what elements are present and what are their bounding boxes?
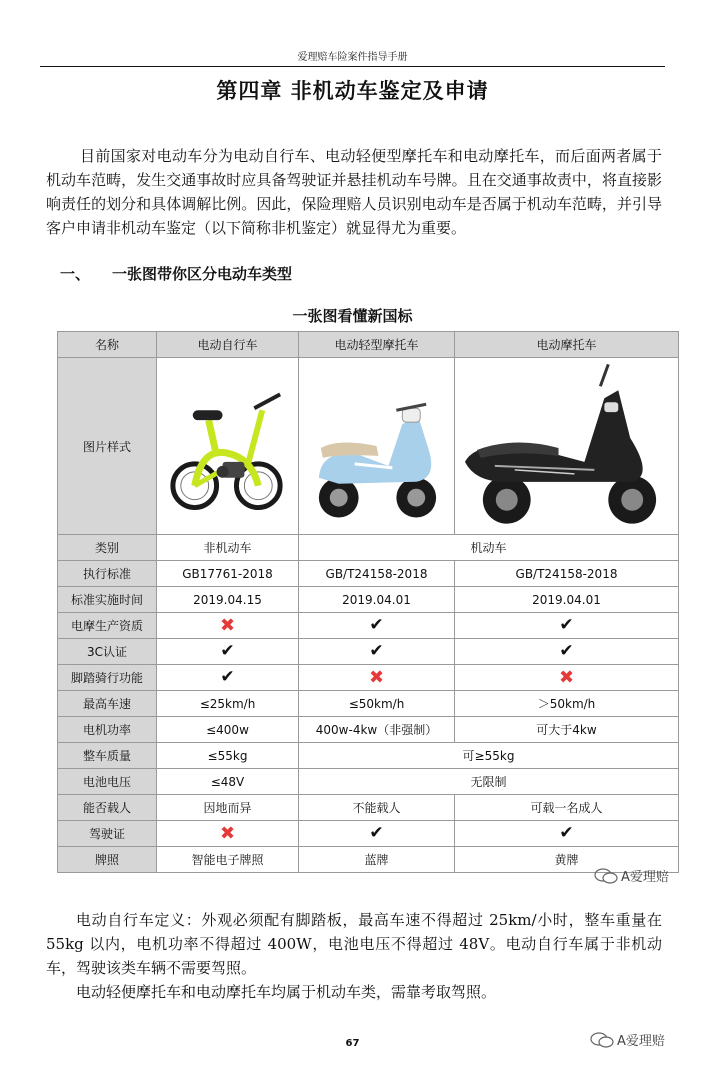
watermark-footer <box>590 1030 665 1049</box>
cell-ebike: 非机动车 <box>157 535 299 561</box>
check-icon: ✔ <box>220 667 235 687</box>
row-label: 电池电压 <box>58 769 157 795</box>
row-label: 类别 <box>58 535 157 561</box>
cell-ebike: 因地而异 <box>157 795 299 821</box>
cross-icon: ✖ <box>219 614 236 636</box>
row-label: 图片样式 <box>58 358 157 535</box>
note-paragraph: 电动轻便摩托车和电动摩托车均属于机动车类，需靠考取驾照。 <box>76 983 497 1001</box>
cell-moto: ＞50km/h <box>455 691 679 717</box>
cell-light-moto: 2019.04.01 <box>299 587 455 613</box>
spec-table <box>57 331 679 873</box>
check-icon: ✔ <box>559 615 574 635</box>
cell-ebike <box>157 613 299 639</box>
cell-ebike <box>157 665 299 691</box>
light-moto-picture <box>299 358 455 535</box>
cross-icon: ✖ <box>368 666 385 688</box>
section-title: 一张图带你区分电动车类型 <box>112 265 293 283</box>
wechat-icon <box>594 868 618 884</box>
row-label: 驾驶证 <box>58 821 157 847</box>
definition-paragraph: 电动自行车定义：外观必须配有脚踏板，最高车速不得超过 25km/小时，整车重量在 55kg 以内，电机功率不得超过 400W，电池电压不得超过 48V。电动自行车属于非机动车，驾驶该类车辆不需要驾照。 <box>46 911 662 977</box>
cell-light-moto: GB/T24158-2018 <box>299 561 455 587</box>
cell-moto <box>455 821 679 847</box>
wechat-icon <box>590 1032 614 1048</box>
table-row-category <box>58 535 679 561</box>
cell-ebike: 2019.04.15 <box>157 587 299 613</box>
cell-light-moto: ≤50km/h <box>299 691 455 717</box>
cell-moto: 可大于4kw <box>455 717 679 743</box>
check-icon: ✔ <box>559 823 574 843</box>
row-label: 电机功率 <box>58 717 157 743</box>
cell-ebike: ≤25km/h <box>157 691 299 717</box>
electric-motorcycle-image <box>455 358 678 534</box>
cell-moto: 可载一名成人 <box>455 795 679 821</box>
cell-light-moto <box>299 665 455 691</box>
header-rule <box>40 66 665 67</box>
table-row-power <box>58 717 679 743</box>
table-title: 一张图看懂新国标 <box>292 307 413 325</box>
row-label: 最高车速 <box>58 691 157 717</box>
cell-light-moto <box>299 821 455 847</box>
cell-light-moto <box>299 613 455 639</box>
table-row-speed <box>58 691 679 717</box>
check-icon: ✔ <box>369 823 384 843</box>
row-label: 执行标准 <box>58 561 157 587</box>
folding-ebike-image <box>157 358 298 534</box>
moto-picture <box>455 358 679 535</box>
cell-ebike: ≤400w <box>157 717 299 743</box>
row-label: 电摩生产资质 <box>58 613 157 639</box>
table-row-ccc <box>58 639 679 665</box>
header-light-moto: 电动轻型摩托车 <box>299 332 455 358</box>
cell-moto <box>455 639 679 665</box>
row-label: 标准实施时间 <box>58 587 157 613</box>
table-row-pedal <box>58 665 679 691</box>
page-number: 67 <box>345 1038 360 1049</box>
running-header: 爱理赔车险案件指导手册 <box>297 52 408 63</box>
table-row-license <box>58 821 679 847</box>
cell-light-moto <box>299 639 455 665</box>
table-row-passenger <box>58 795 679 821</box>
cell-motor-vehicles: 可≥55kg <box>299 743 679 769</box>
cell-ebike <box>157 821 299 847</box>
cell-light-moto: 不能载人 <box>299 795 455 821</box>
table-row-weight <box>58 743 679 769</box>
header-moto: 电动摩托车 <box>455 332 679 358</box>
table-row-voltage <box>58 769 679 795</box>
light-scooter-image <box>299 358 454 534</box>
row-label: 脚踏骑行功能 <box>58 665 157 691</box>
cell-ebike <box>157 639 299 665</box>
row-label: 牌照 <box>58 847 157 873</box>
cell-moto: GB/T24158-2018 <box>455 561 679 587</box>
check-icon: ✔ <box>220 641 235 661</box>
cell-moto: 2019.04.01 <box>455 587 679 613</box>
section-heading <box>60 263 292 284</box>
cell-ebike: ≤48V <box>157 769 299 795</box>
check-icon: ✔ <box>369 641 384 661</box>
watermark-table <box>594 866 669 885</box>
header-ebike: 电动自行车 <box>157 332 299 358</box>
cell-ebike: ≤55kg <box>157 743 299 769</box>
intro-paragraph: 目前国家对电动车分为电动自行车、电动轻便型摩托车和电动摩托车，而后面两者属于机动车范畴，发生交通事故时应具备驾驶证并悬挂机动车号牌。且在交通事故责中，将直接影响责任的划分和具体调解比例。因此，保险理赔人员识别电动车是否属于机动车范畴，并引导客户申请非机动车鉴定（以下简称非机鉴定）就显得尤为重要。 <box>46 147 662 237</box>
cell-light-moto: 400w-4kw（非强制） <box>299 717 455 743</box>
cell-moto <box>455 665 679 691</box>
cell-ebike: 智能电子牌照 <box>157 847 299 873</box>
row-label: 3C认证 <box>58 639 157 665</box>
watermark-text: A爱理赔 <box>617 1034 665 1049</box>
table-row-date <box>58 587 679 613</box>
row-label: 能否载人 <box>58 795 157 821</box>
cell-light-moto: 蓝牌 <box>299 847 455 873</box>
header-name: 名称 <box>58 332 157 358</box>
ebike-picture <box>157 358 299 535</box>
table-row-plate <box>58 847 679 873</box>
check-icon: ✔ <box>369 615 384 635</box>
watermark-text: A爱理赔 <box>621 870 669 885</box>
check-icon: ✔ <box>559 641 574 661</box>
table-row-standard <box>58 561 679 587</box>
table-row-production <box>58 613 679 639</box>
cell-motor-vehicles: 无限制 <box>299 769 679 795</box>
table-header-row <box>58 332 679 358</box>
row-label: 整车质量 <box>58 743 157 769</box>
cell-ebike: GB17761-2018 <box>157 561 299 587</box>
cell-motor-vehicles: 机动车 <box>299 535 679 561</box>
cross-icon: ✖ <box>558 666 575 688</box>
chapter-title: 第四章 非机动车鉴定及申请 <box>216 78 489 103</box>
cell-moto <box>455 613 679 639</box>
section-number: 一、 <box>60 265 91 283</box>
table-row-image <box>58 358 679 535</box>
cell-moto: 黄牌 <box>455 847 679 873</box>
cross-icon: ✖ <box>219 822 236 844</box>
